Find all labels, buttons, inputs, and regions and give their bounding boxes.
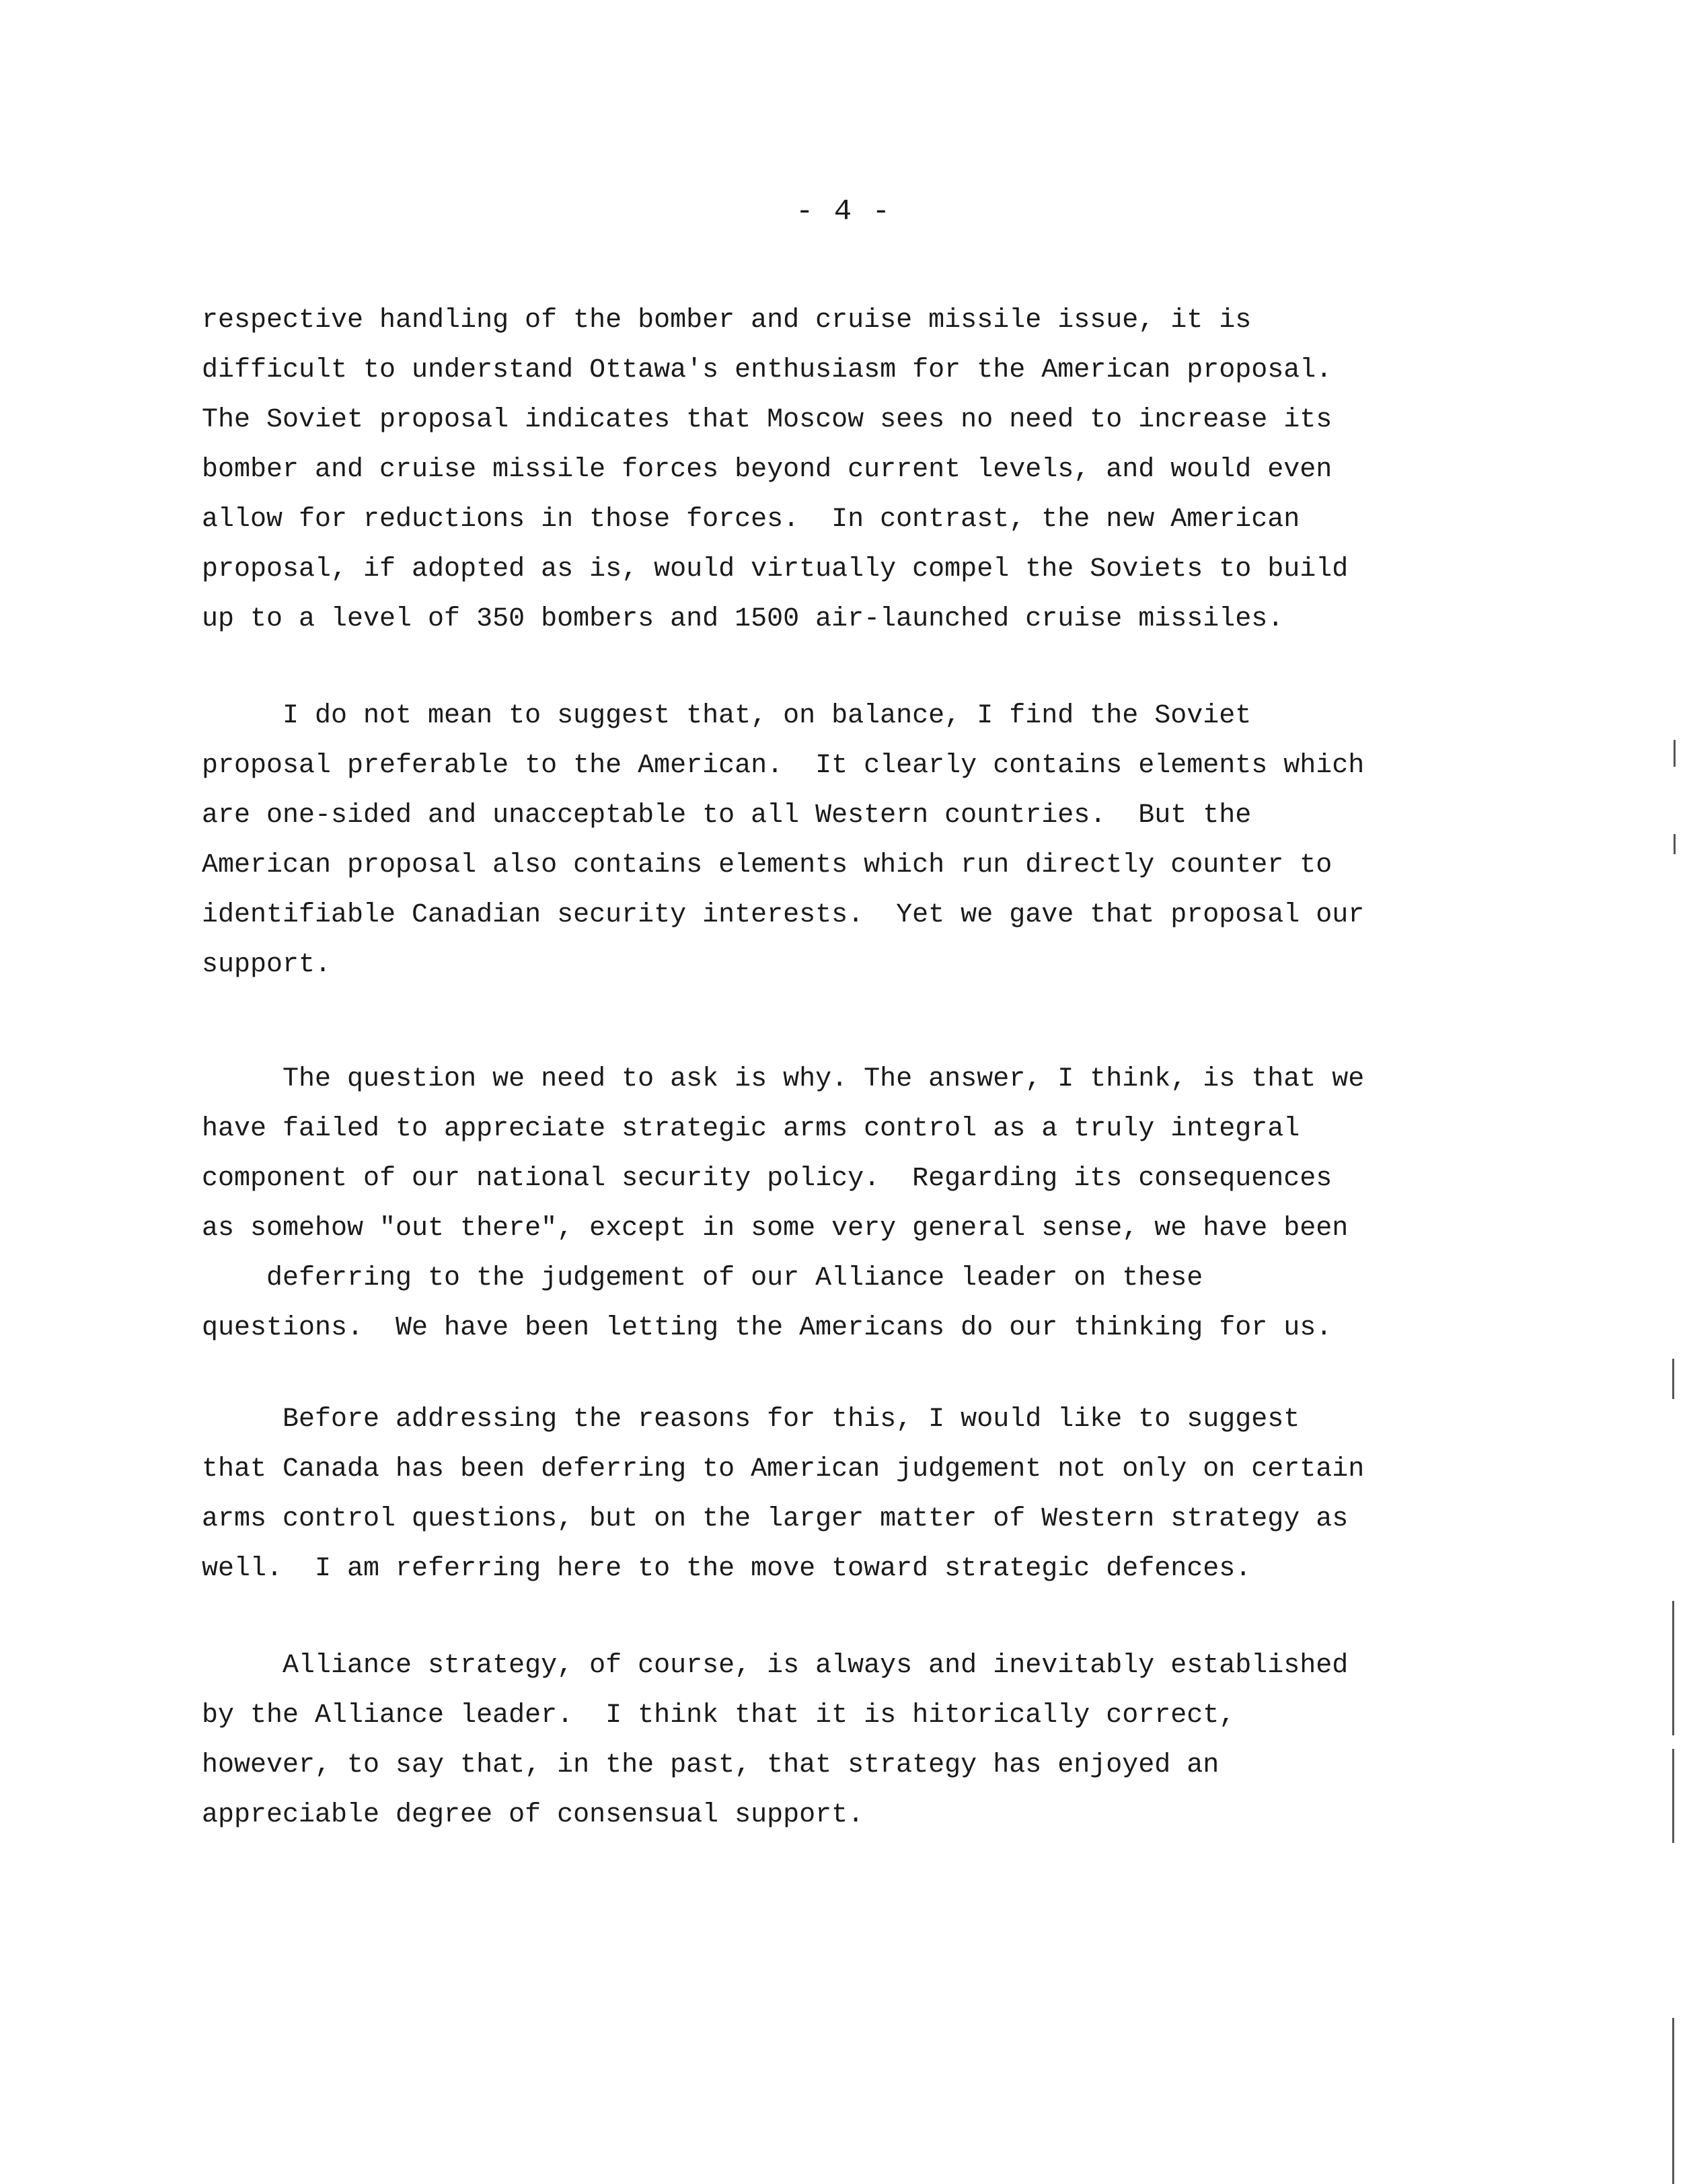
- text-line: proposal, if adopted as is, would virtually compel the Soviets to build: [202, 554, 1349, 585]
- text-line: Alliance strategy, of course, is always and inevitably established: [202, 1651, 1349, 1681]
- text-line: that Canada has been deferring to American judgement not only on certain: [202, 1454, 1365, 1484]
- text-line: proposal preferable to the American. It clearly contains elements which: [202, 751, 1365, 781]
- paragraph-3: [202, 1055, 1446, 1353]
- text-line: support.: [202, 950, 332, 980]
- text-line: deferring to the judgement of our Alliance leader on these: [202, 1263, 1203, 1293]
- text-line: American proposal also contains elements which run directly counter to: [202, 850, 1333, 880]
- text-line: well. I am referring here to the move toward strategic defences.: [202, 1554, 1252, 1584]
- paragraph-4: [202, 1395, 1446, 1594]
- text-line: The question we need to ask is why. The answer, I think, is that we: [202, 1064, 1365, 1094]
- text-line: allow for reductions in those forces. In contrast, the new American: [202, 504, 1300, 535]
- scan-mark: [1672, 1749, 1674, 1843]
- text-line: by the Alliance leader. I think that it is hitorically correct,: [202, 1700, 1236, 1731]
- scan-mark: [1674, 834, 1676, 854]
- text-line: however, to say that, in the past, that strategy has enjoyed an: [202, 1750, 1220, 1780]
- text-line: identifiable Canadian security interests. Yet we gave that proposal our: [202, 900, 1365, 930]
- scan-mark: [1672, 1601, 1674, 1735]
- scan-edge-artifact: [1647, 0, 1687, 2184]
- text-line: arms control questions, but on the larger matter of Western strategy as: [202, 1504, 1349, 1534]
- paragraph-5: [202, 1641, 1446, 1840]
- text-line: respective handling of the bomber and cruise missile issue, it is: [202, 305, 1252, 336]
- text-line: up to a level of 350 bombers and 1500 air-launched cruise missiles.: [202, 604, 1284, 634]
- text-line: Before addressing the reasons for this, I would like to suggest: [202, 1404, 1300, 1435]
- scan-mark: [1672, 2018, 1674, 2184]
- scan-mark: [1674, 740, 1676, 767]
- text-line: have failed to appreciate strategic arms control as a truly integral: [202, 1114, 1300, 1144]
- paragraph-1: [202, 296, 1446, 644]
- text-line: difficult to understand Ottawa's enthusiasm for the American proposal.: [202, 355, 1333, 385]
- text-line: component of our national security policy. Regarding its consequences: [202, 1164, 1333, 1194]
- text-line: The Soviet proposal indicates that Moscow sees no need to increase its: [202, 405, 1333, 435]
- scan-mark: [1672, 1359, 1674, 1399]
- paragraph-2: [202, 691, 1446, 990]
- text-line: questions. We have been letting the Americans do our thinking for us.: [202, 1313, 1333, 1343]
- text-line: I do not mean to suggest that, on balance, I find the Soviet: [202, 701, 1252, 731]
- text-line: as somehow "out there", except in some very general sense, we have been: [202, 1213, 1349, 1244]
- text-line: appreciable degree of consensual support.: [202, 1800, 864, 1830]
- page-number: - 4 -: [795, 195, 892, 229]
- text-line: are one-sided and unacceptable to all Western countries. But the: [202, 800, 1252, 831]
- text-line: bomber and cruise missile forces beyond current levels, and would even: [202, 455, 1333, 485]
